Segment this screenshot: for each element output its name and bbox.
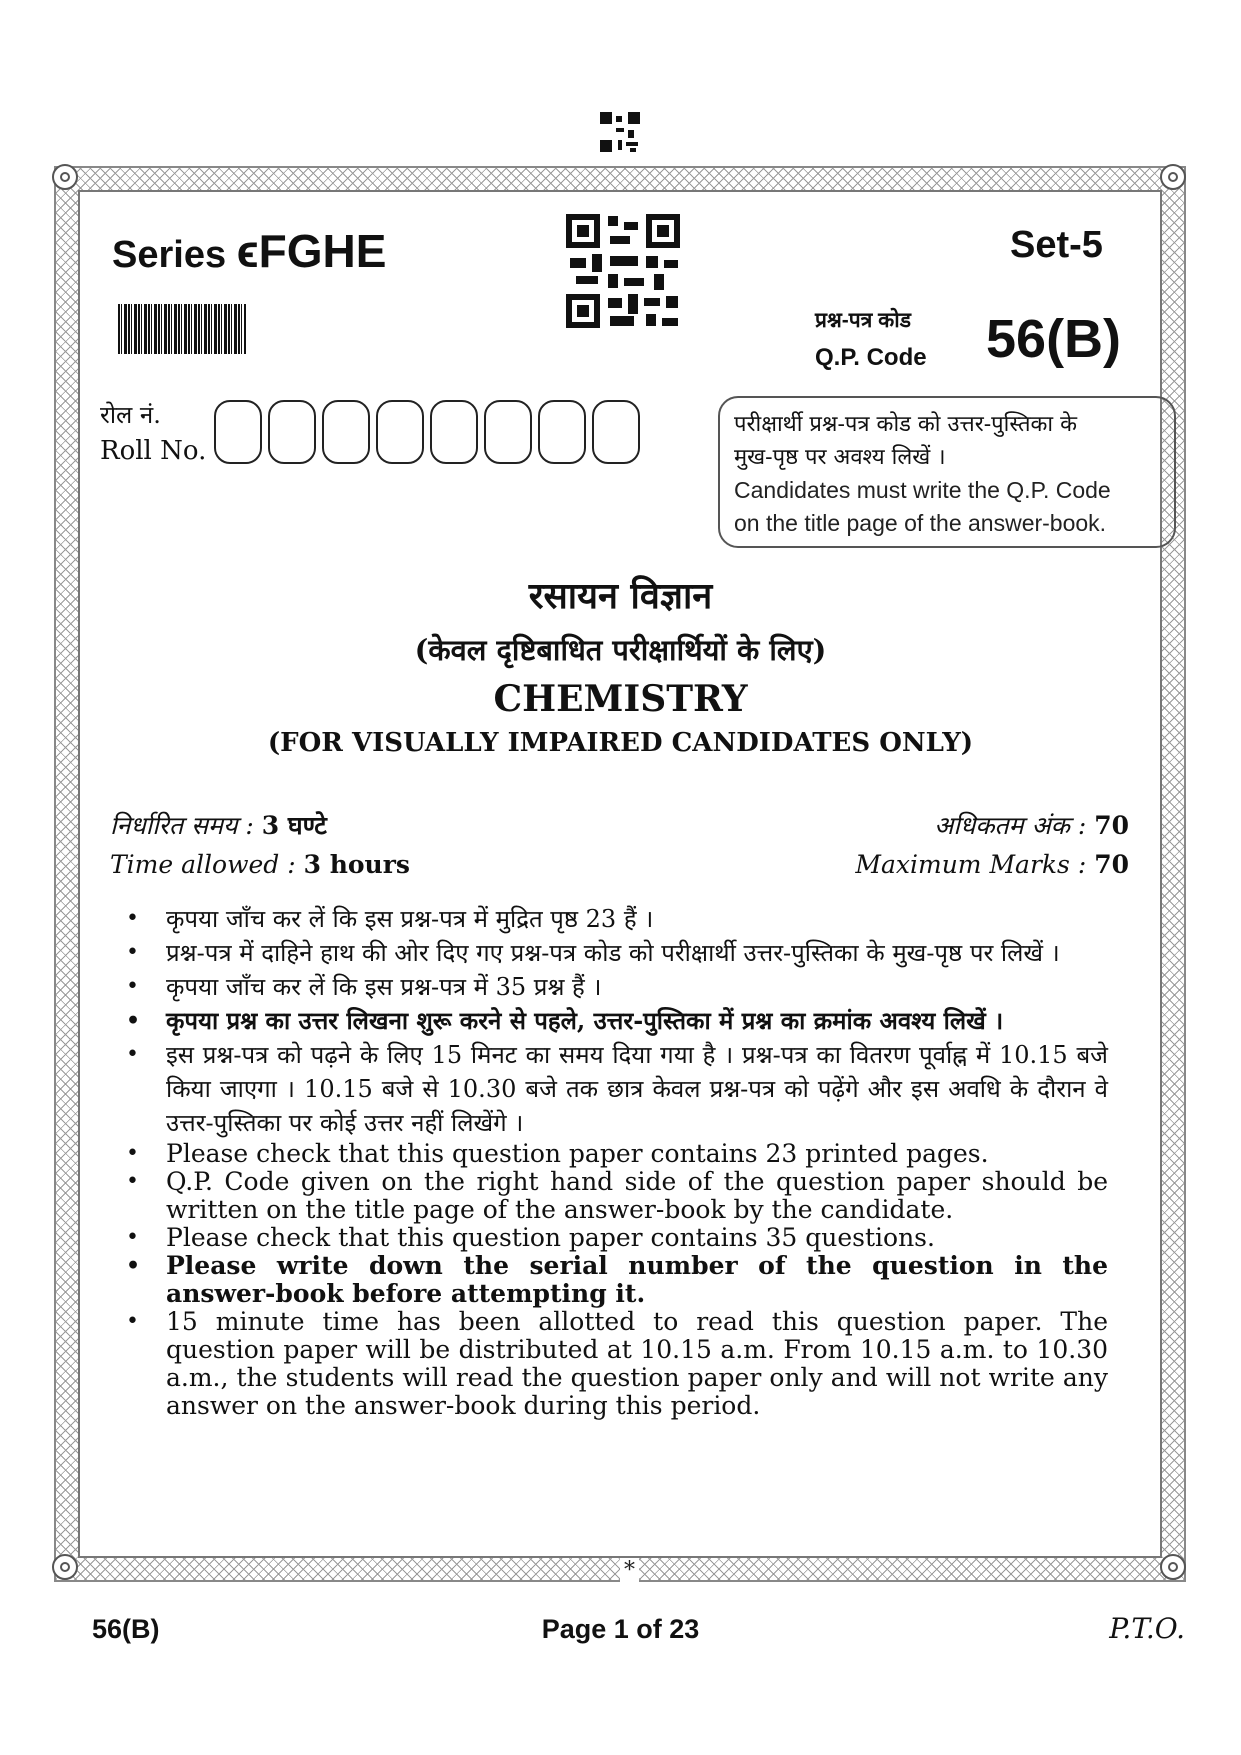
series-label-text: Series [112,234,227,276]
instruction-item: • इस प्रश्न-पत्र को पढ़ने के लिए 15 मिनट का समय दिया गया है । प्रश्न-पत्र का वितरण पूर्वाह्न में 10.15 बजे किया जाएगा । 10.15 बजे से 10.30 बजे तक छात्र केवल प्रश्न-पत्र को पढ़ेंगे और इस अवधि के दौरान वे उत्तर-पुस्तिका पर कोई उत्तर नहीं लिखेंगे । [122,1038,1108,1140]
roll-number-box [214,400,262,464]
instructions-list [122,902,1108,1420]
qp-code-notice [718,396,1176,548]
time-allowed-label: Time allowed : [110,850,304,879]
subject-title-hindi: रसायन विज्ञान [528,575,713,617]
notice-english-line-1: Candidates must write the Q.P. Code [734,477,1111,503]
corner-ornament-bottom-right [1160,1554,1186,1580]
qp-code-label-hindi: प्रश्न-पत्र कोड [815,309,911,332]
qp-code-value: 56(B) [986,309,1122,369]
subject-note-hindi: (केवल दृष्टिबाधित परीक्षार्थियों के लिए) [414,633,827,667]
instruction-item: • Please write down the serial number of the question in the answer-book before attempting it. [122,1252,1108,1308]
corner-ornament-top-left [52,164,78,190]
roll-number-box [592,400,640,464]
roll-number-label: Roll No. [100,436,207,466]
barcode [118,304,246,354]
footer-qp-code: 56(B) [92,1614,160,1644]
time-allowed-hindi [110,808,327,842]
maximum-marks-hindi-value: 70 [1094,811,1129,840]
qr-code [566,214,680,328]
maximum-marks-hindi-label: अधिकतम अंक : [934,811,1095,840]
roll-number-box [268,400,316,464]
roll-number-box [322,400,370,464]
subject-title: CHEMISTRY [493,678,748,720]
roll-number-box [484,400,532,464]
roll-number-boxes [214,400,646,464]
corner-ornament-bottom-left [52,1554,78,1580]
instruction-item: • Please check that this question paper contains 23 printed pages. [122,1140,1108,1168]
notice-hindi-line-2: मुख-पृष्ठ पर अवश्य लिखें । [734,445,946,470]
roll-number-box [430,400,478,464]
time-allowed-hindi-label: निर्धारित समय : [110,811,262,840]
subject-note: (FOR VISUALLY IMPAIRED CANDIDATES ONLY) [267,728,974,758]
instruction-item: • Q.P. Code given on the right hand side of the question paper should be written on the title page of the answer-book by the candidate. [122,1168,1108,1224]
top-qr-code [600,112,640,152]
please-turn-over: P.T.O. [1109,1612,1185,1645]
set-number: Set-5 [1010,224,1103,266]
instruction-item: • कृपया प्रश्न का उत्तर लिखना शुरू करने से पहले, उत्तर-पुस्तिका में प्रश्न का क्रमांक अवश्य लिखें । [122,1004,1108,1038]
notice-hindi-line-1: परीक्षार्थी प्रश्न-पत्र कोड को उत्तर-पुस्तिका के [734,412,1077,437]
maximum-marks [855,850,1129,879]
page-number: Page 1 of 23 [541,1614,700,1644]
series-label [112,224,386,278]
maximum-marks-value: 70 [1094,850,1129,879]
maximum-marks-hindi [934,808,1129,842]
instruction-item: • कृपया जाँच कर लें कि इस प्रश्न-पत्र में मुद्रित पृष्ठ 23 हैं । [122,902,1108,936]
instruction-item: • कृपया जाँच कर लें कि इस प्रश्न-पत्र में 35 प्रश्न हैं । [122,970,1108,1004]
instruction-item: • Please check that this question paper contains 35 questions. [122,1224,1108,1252]
time-allowed-hindi-value: 3 घण्टे [261,811,327,840]
series-code: ϵFGHE [236,225,387,277]
corner-ornament-top-right [1160,164,1186,190]
notice-english-line-2: on the title page of the answer-book. [734,510,1107,536]
roll-number-box [376,400,424,464]
instruction-item: • 15 minute time has been allotted to read this question paper. The question paper will be distributed at 10.15 a.m. From 10.15 a.m. to 10.30 a.m., the students will read the question paper only and will not write any answer on the answer-book during this period. [122,1308,1108,1420]
maximum-marks-label: Maximum Marks : [855,850,1095,879]
time-allowed-value: 3 hours [303,850,410,879]
roll-number-label-hindi: रोल नं. [100,401,161,429]
roll-number-box [538,400,586,464]
instruction-item: • प्रश्न-पत्र में दाहिने हाथ की ओर दिए गए प्रश्न-पत्र कोड को परीक्षार्थी उत्तर-पुस्तिका के मुख-पृष्ठ पर लिखें । [122,936,1108,970]
bottom-star-ornament: * [620,1558,639,1583]
qp-code-label: Q.P. Code [815,344,927,371]
time-allowed [110,850,410,879]
